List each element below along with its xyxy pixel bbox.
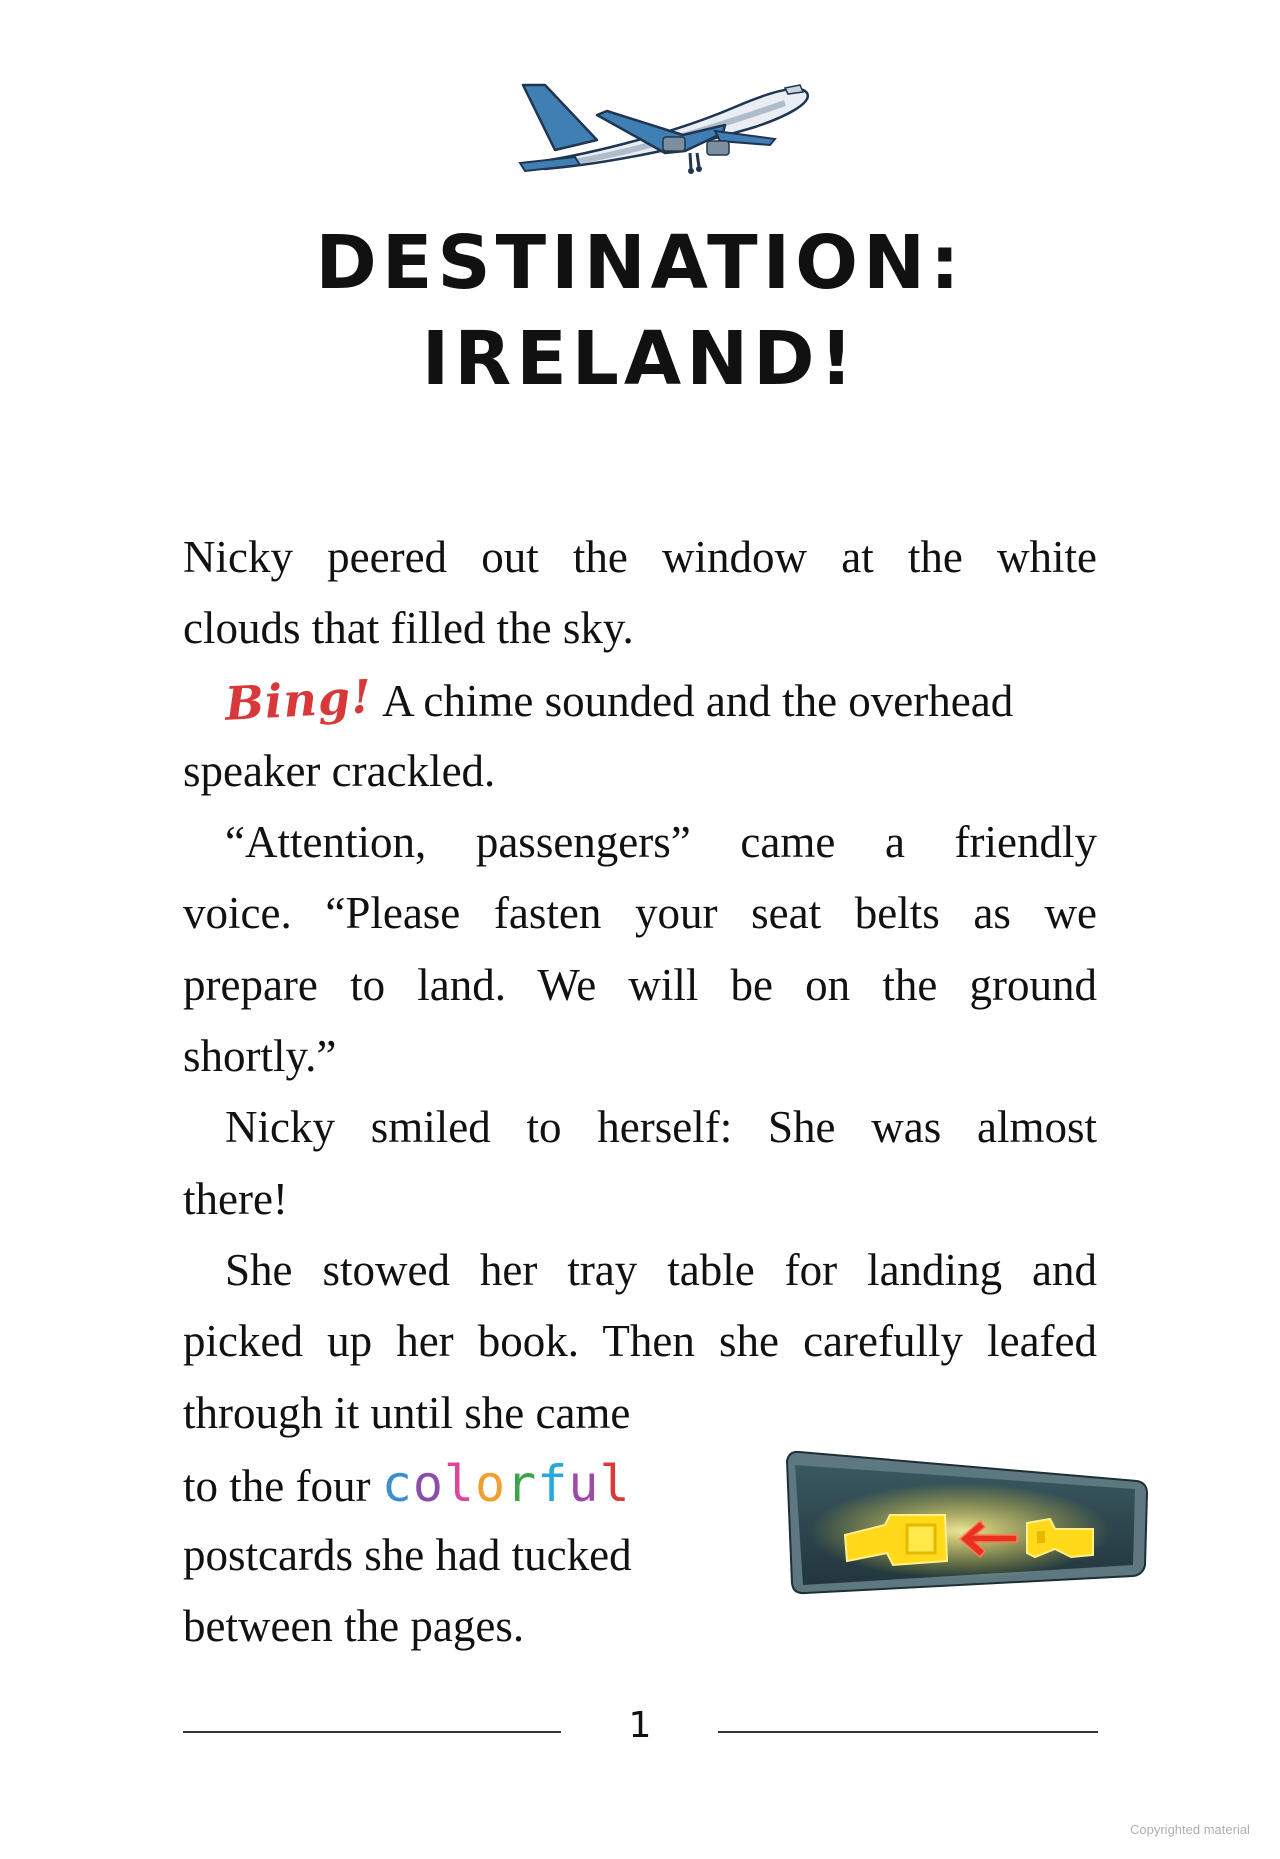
footer-rule-left: [183, 1731, 561, 1733]
text-line: She stowed her tray table for landing and: [225, 1244, 1097, 1295]
colorful-letter: c: [381, 1454, 413, 1513]
colorful-letter: o: [475, 1454, 507, 1513]
footer-rule-right: [718, 1731, 1098, 1733]
colorful-letter: u: [568, 1454, 600, 1513]
text-line: Nicky smiled to herself: She was almost: [225, 1102, 1097, 1153]
chapter-title: [0, 215, 1280, 407]
text-line: [183, 665, 1097, 736]
styled-word-colorful: [382, 1455, 631, 1513]
colorful-letter: o: [412, 1454, 444, 1513]
text-fragment: to the four: [183, 1460, 371, 1511]
chapter-title-line-2: IRELAND!: [421, 316, 859, 402]
text-line: through it until she came: [183, 1387, 631, 1438]
text-line: between the pages.: [183, 1601, 525, 1652]
copyright-notice: Copyrighted material: [1130, 1822, 1250, 1837]
colorful-letter: l: [443, 1454, 476, 1513]
airplane-icon: [485, 45, 815, 175]
text-line: voice. “Please fasten your seat belts as we: [183, 888, 1097, 939]
seat-belt-sign-icon: [775, 1443, 1155, 1603]
text-line: picked up her book. Then she carefully leafed: [183, 1316, 1097, 1367]
text-line: Nicky peered out the window at the white: [183, 532, 1097, 582]
colorful-letter: f: [537, 1454, 569, 1513]
text-line: “Attention, passengers” came a friendly: [225, 817, 1097, 868]
colorful-letter: r: [506, 1454, 538, 1513]
text-line: prepare to land. We will be on the ground: [183, 959, 1097, 1010]
text-line: speaker crackled.: [183, 745, 496, 796]
colorful-letter: l: [599, 1454, 631, 1513]
page-number: 1: [628, 1705, 652, 1746]
sound-effect-bing: Bing!: [223, 668, 374, 731]
text-line: postcards she had tucked: [183, 1530, 632, 1581]
text-line: there!: [183, 1173, 288, 1224]
text-line: clouds that filled the sky.: [183, 603, 634, 654]
text-line: shortly.”: [183, 1031, 337, 1082]
text-fragment: A chime sounded and the overhead: [382, 675, 1014, 726]
chapter-title-line-1: DESTINATION:: [315, 220, 965, 306]
